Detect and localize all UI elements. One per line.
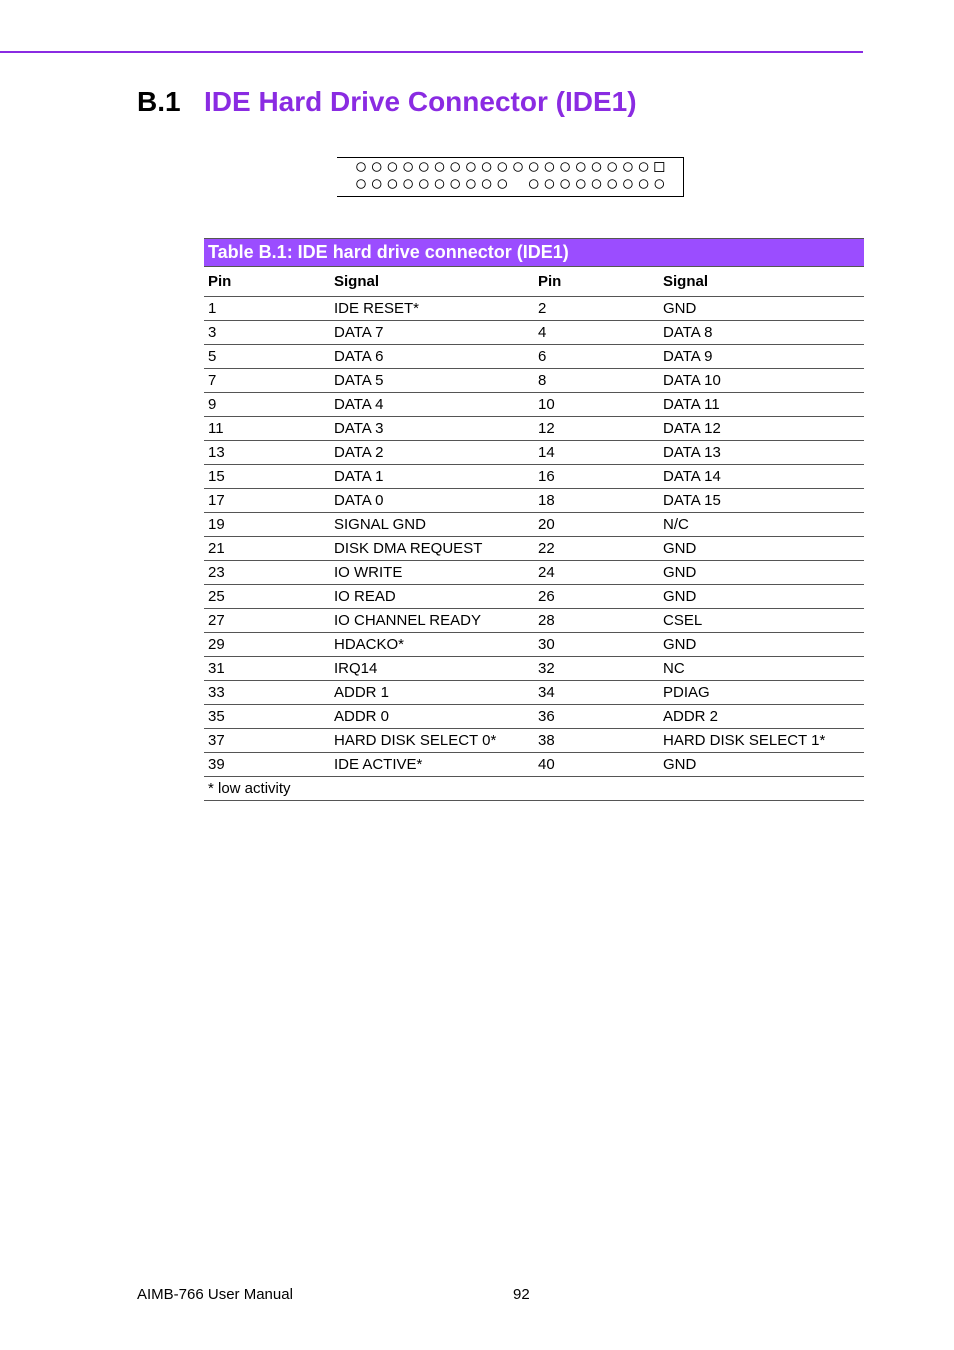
signal-cell: HARD DISK SELECT 0* — [330, 729, 534, 753]
table-note: * low activity — [204, 777, 864, 801]
pin-circle — [372, 180, 381, 189]
pin-cell: 3 — [204, 321, 330, 345]
pin-cell: 39 — [204, 753, 330, 777]
pin-circle — [624, 180, 633, 189]
signal-cell: GND — [659, 297, 864, 321]
pin-cell: 19 — [204, 513, 330, 537]
signal-cell: GND — [659, 561, 864, 585]
signal-cell: N/C — [659, 513, 864, 537]
signal-cell: IDE RESET* — [330, 297, 534, 321]
pin-circle — [420, 163, 429, 172]
pin-circle — [529, 163, 538, 172]
pin-circle — [357, 180, 366, 189]
pin-circle — [388, 180, 397, 189]
signal-cell: GND — [659, 585, 864, 609]
signal-cell: GND — [659, 633, 864, 657]
pin-cell: 32 — [534, 657, 659, 681]
pin-cell: 24 — [534, 561, 659, 585]
table-row — [204, 297, 864, 321]
pin-cell: 7 — [204, 369, 330, 393]
pin-table — [204, 238, 864, 801]
pin-cell: 26 — [534, 585, 659, 609]
table-row — [204, 729, 864, 753]
pin-cell: 9 — [204, 393, 330, 417]
pin-circle — [608, 180, 617, 189]
footer-page-number: 92 — [513, 1286, 530, 1303]
table-body — [204, 297, 864, 801]
pin-table-container — [204, 238, 864, 801]
table-row — [204, 609, 864, 633]
signal-cell: DISK DMA REQUEST — [330, 537, 534, 561]
pin-circle — [451, 180, 460, 189]
pin-cell: 6 — [534, 345, 659, 369]
pin-cell: 30 — [534, 633, 659, 657]
pin-cell: 37 — [204, 729, 330, 753]
pin-cell: 1 — [204, 297, 330, 321]
signal-cell: DATA 12 — [659, 417, 864, 441]
signal-cell: IRQ14 — [330, 657, 534, 681]
signal-cell: IO CHANNEL READY — [330, 609, 534, 633]
header-pin: Pin — [204, 267, 330, 297]
pin-circle — [451, 163, 460, 172]
pin-circle — [420, 180, 429, 189]
signal-cell: DATA 14 — [659, 465, 864, 489]
signal-cell: DATA 9 — [659, 345, 864, 369]
top-rule — [0, 51, 863, 53]
connector-pins — [337, 158, 684, 198]
table-row — [204, 393, 864, 417]
pin-circle — [545, 163, 554, 172]
signal-cell: PDIAG — [659, 681, 864, 705]
table-row — [204, 705, 864, 729]
section-title: IDE Hard Drive Connector (IDE1) — [204, 86, 637, 117]
signal-cell: IDE ACTIVE* — [330, 753, 534, 777]
pin-cell: 38 — [534, 729, 659, 753]
connector-diagram — [337, 157, 684, 197]
pin-cell: 5 — [204, 345, 330, 369]
table-note-row — [204, 777, 864, 801]
signal-cell: HDACKO* — [330, 633, 534, 657]
signal-cell: ADDR 2 — [659, 705, 864, 729]
footer-manual-name: AIMB-766 User Manual — [137, 1286, 293, 1303]
pin-circle — [404, 163, 413, 172]
signal-cell: DATA 13 — [659, 441, 864, 465]
pin-cell: 36 — [534, 705, 659, 729]
pin-circle — [435, 180, 444, 189]
signal-cell: DATA 7 — [330, 321, 534, 345]
pin-circle — [592, 163, 601, 172]
pin-circle — [372, 163, 381, 172]
pin-cell: 34 — [534, 681, 659, 705]
pin-cell: 21 — [204, 537, 330, 561]
pin-circle — [435, 163, 444, 172]
pin-cell: 29 — [204, 633, 330, 657]
signal-cell: DATA 4 — [330, 393, 534, 417]
table-row — [204, 681, 864, 705]
signal-cell: DATA 15 — [659, 489, 864, 513]
signal-cell: DATA 2 — [330, 441, 534, 465]
signal-cell: DATA 8 — [659, 321, 864, 345]
pin-circle — [624, 163, 633, 172]
table-row — [204, 441, 864, 465]
signal-cell: DATA 5 — [330, 369, 534, 393]
pin-circle — [498, 180, 507, 189]
signal-cell: DATA 11 — [659, 393, 864, 417]
pin-cell: 8 — [534, 369, 659, 393]
table-row — [204, 321, 864, 345]
pin-circle — [388, 163, 397, 172]
signal-cell: DATA 1 — [330, 465, 534, 489]
pin-cell: 33 — [204, 681, 330, 705]
pin-cell: 22 — [534, 537, 659, 561]
pin-circle — [577, 163, 586, 172]
pin-circle — [545, 180, 554, 189]
pin-cell: 28 — [534, 609, 659, 633]
table-row — [204, 417, 864, 441]
pin-circle — [561, 163, 570, 172]
pin-circle — [655, 180, 664, 189]
pin-cell: 25 — [204, 585, 330, 609]
pin-circle — [482, 163, 491, 172]
signal-cell: GND — [659, 537, 864, 561]
table-row — [204, 345, 864, 369]
pin-cell: 15 — [204, 465, 330, 489]
pin-cell: 10 — [534, 393, 659, 417]
header-signal: Signal — [330, 267, 534, 297]
pin-circle — [467, 163, 476, 172]
pin-cell: 31 — [204, 657, 330, 681]
signal-cell: NC — [659, 657, 864, 681]
table-caption: Table B.1: IDE hard drive connector (IDE1) — [204, 239, 864, 267]
pin-circle — [357, 163, 366, 172]
header-signal: Signal — [659, 267, 864, 297]
signal-cell: IO WRITE — [330, 561, 534, 585]
signal-cell: CSEL — [659, 609, 864, 633]
signal-cell: SIGNAL GND — [330, 513, 534, 537]
table-row — [204, 513, 864, 537]
signal-cell: DATA 10 — [659, 369, 864, 393]
table-row — [204, 753, 864, 777]
section-number: B.1 — [137, 86, 181, 117]
section-heading — [137, 82, 637, 122]
header-pin: Pin — [534, 267, 659, 297]
pin-circle — [482, 180, 491, 189]
signal-cell: DATA 6 — [330, 345, 534, 369]
signal-cell: DATA 3 — [330, 417, 534, 441]
table-row — [204, 465, 864, 489]
pin-circle — [404, 180, 413, 189]
table-row — [204, 633, 864, 657]
pin-circle — [498, 163, 507, 172]
signal-cell: ADDR 0 — [330, 705, 534, 729]
pin-cell: 11 — [204, 417, 330, 441]
pin-cell: 27 — [204, 609, 330, 633]
pin-circle — [639, 180, 648, 189]
signal-cell: IO READ — [330, 585, 534, 609]
table-header-row — [204, 267, 864, 297]
pin-cell: 40 — [534, 753, 659, 777]
pin-cell: 16 — [534, 465, 659, 489]
pin-cell: 13 — [204, 441, 330, 465]
signal-cell: DATA 0 — [330, 489, 534, 513]
signal-cell: HARD DISK SELECT 1* — [659, 729, 864, 753]
signal-cell: ADDR 1 — [330, 681, 534, 705]
pin-cell: 35 — [204, 705, 330, 729]
pin-cell: 2 — [534, 297, 659, 321]
pin-circle — [577, 180, 586, 189]
table-row — [204, 369, 864, 393]
pin-cell: 17 — [204, 489, 330, 513]
pin-cell: 12 — [534, 417, 659, 441]
table-row — [204, 657, 864, 681]
pin-circle — [561, 180, 570, 189]
pin-cell: 18 — [534, 489, 659, 513]
pin-cell: 4 — [534, 321, 659, 345]
pin-circle — [514, 163, 523, 172]
pin-circle — [529, 180, 538, 189]
pin-cell: 23 — [204, 561, 330, 585]
pin-circle — [639, 163, 648, 172]
table-row — [204, 489, 864, 513]
signal-cell: GND — [659, 753, 864, 777]
table-row — [204, 561, 864, 585]
pin-circle — [592, 180, 601, 189]
table-row — [204, 537, 864, 561]
pin-1-square — [655, 163, 664, 172]
pin-cell: 14 — [534, 441, 659, 465]
pin-circle — [608, 163, 617, 172]
pin-cell: 20 — [534, 513, 659, 537]
pin-circle — [467, 180, 476, 189]
table-row — [204, 585, 864, 609]
